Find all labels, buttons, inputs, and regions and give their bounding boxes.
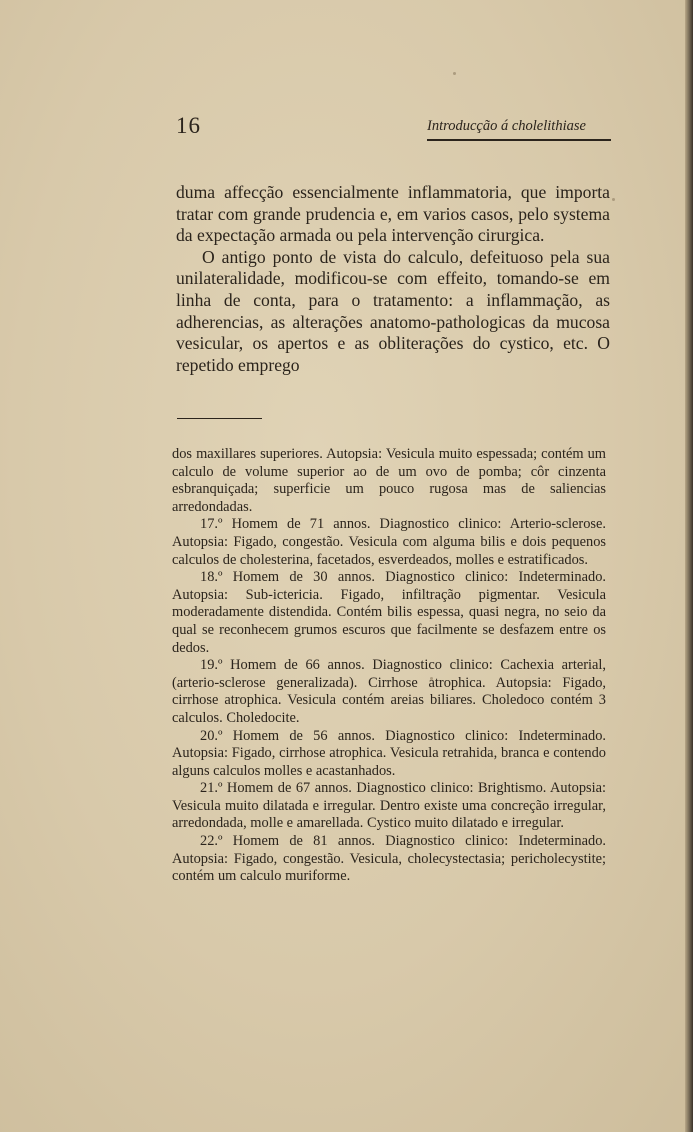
footnote-case-22: 22.º Homem de 81 annos. Diagnostico clinico: Indeterminado. Autopsia: Figado, congestão. Vesicula, cholecystectasia; pericholecystite; contém um calculo muriforme. [172, 833, 606, 885]
main-text [176, 182, 610, 376]
footnotes [172, 446, 606, 886]
footnote-separator [177, 418, 262, 419]
main-paragraph: duma affecção essencialmente inflammatoria, que importa tratar com grande prudencia e, em varios casos, pelo systema da expectação armada ou pela intervenção cirurgica. [176, 182, 610, 246]
footnote-case-21: 21.º Homem de 67 annos. Diagnostico clinico: Brightismo. Autopsia: Vesicula muito dilatada e irregular. Dentro existe uma concreção irregular, arredondada, molle e amarellada. Cystico muito dilatado e irregular. [172, 780, 606, 832]
running-head: Introducção á cholelithiase [427, 118, 611, 141]
footnote-case-19: 19.º Homem de 66 annos. Diagnostico clinico: Cachexia arterial, (arterio-sclerose generalizada). Cirrhose atrophica. Autopsia: Figado, cirrhose atrophica. Vesicula contém areias biliares. Choledoco contém 3 calculos. Choledocite. [172, 657, 606, 726]
paper-speck [453, 72, 456, 75]
footnote-case-20: 20.º Homem de 56 annos. Diagnostico clinico: Indeterminado. Autopsia: Figado, cirrhose atrophica. Vesicula retrahida, branca e contendo alguns calculos molles e acastanhados. [172, 727, 606, 779]
footnote-case-17: 17.º Homem de 71 annos. Diagnostico clinico: Arterio-sclerose. Autopsia: Figado, congestão. Vesicula com alguma bilis e dois pequenos calculos de cholesterina, facetados, esverdeados, molles e estratificados. [172, 516, 606, 568]
paper-speck [612, 198, 615, 201]
page-number: 16 [176, 113, 201, 138]
main-paragraph: O antigo ponto de vista do calculo, defeituoso pela sua unilateralidade, modificou-se com effeito, tomando-se em linha de conta, para o tratamento: a inflammação, as adherencias, as alterações anatomo-pathologicas da mucosa vesicular, os apertos e as obliterações do cystico, etc. O repetido emprego [176, 246, 610, 375]
footnote-case-18: 18.º Homem de 30 annos. Diagnostico clinico: Indeterminado. Autopsia: Sub-ictericia. Figado, infiltração pigmentar. Vesicula moderadamente distendida. Contém bilis espessa, quasi negra, no seio da qual se reconhecem grumos escuros que facilmente se desfazem entre os dedos. [172, 569, 606, 656]
footnote-paragraph: dos maxillares superiores. Autopsia: Vesicula muito espessada; contém um calculo de volume superior ao de um ovo de pomba; côr cinzenta esbranquiçada; superficie um pouco rugosa mas de saliencias arredondadas. [172, 446, 606, 515]
page-edge-shadow [685, 0, 693, 1132]
